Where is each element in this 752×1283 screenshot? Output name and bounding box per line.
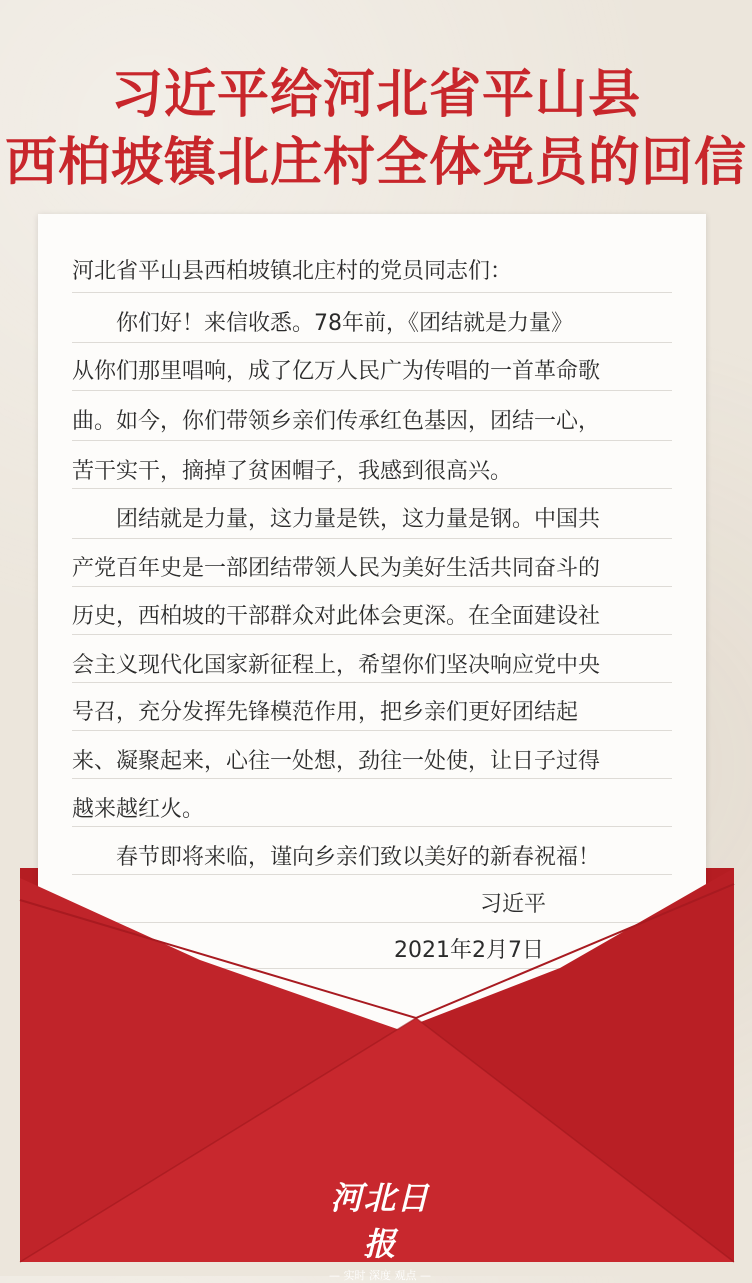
signature: 习近平 bbox=[479, 892, 546, 917]
letter-line: 会主义现代化国家新征程上，希望你们坚决响应党中央 bbox=[72, 653, 601, 678]
letter-line: 团结就是力量，这力量是铁，这力量是钢。中国共 bbox=[72, 507, 601, 532]
letter-line: 曲。如今，你们带领乡亲们传承红色基因，团结一心， bbox=[72, 409, 601, 434]
letter-line: 春节即将来临，谨向乡亲们致以美好的新春祝福！ bbox=[72, 845, 601, 870]
letter-line: 越来越红火。 bbox=[72, 797, 205, 822]
letter-date: 2021年2月7日 bbox=[394, 938, 544, 963]
letter-line: 历史，西柏坡的干部群众对此体会更深。在全面建设社 bbox=[72, 604, 601, 629]
letter-line: 来、凝聚起来，心往一处想，劲往一处使，让日子过得 bbox=[72, 749, 601, 774]
letter-line: 从你们那里唱响，成了亿万人民广为传唱的一首革命歌 bbox=[72, 359, 601, 384]
letter-line: 你们好！来信收悉。78年前，《团结就是力量》 bbox=[72, 311, 573, 336]
page-title-line-2: 西柏坡镇北庄村全体党员的回信 bbox=[4, 133, 747, 193]
logo-name: 河北日报 bbox=[330, 1179, 430, 1263]
salutation: 河北省平山县西柏坡镇北庄村的党员同志们： bbox=[72, 259, 513, 284]
logo-tagline: — 实时 深度 观点 — bbox=[329, 1269, 431, 1282]
letter-line: 苦干实干，摘掉了贫困帽子，我感到很高兴。 bbox=[72, 459, 513, 484]
newspaper-logo bbox=[320, 1173, 440, 1283]
letter-line: 号召，充分发挥先锋模范作用，把乡亲们更好团结起 bbox=[72, 700, 579, 725]
page-title-line-1: 习近平给河北省平山县 bbox=[110, 65, 641, 125]
letter-line: 产党百年史是一部团结带领人民为美好生活共同奋斗的 bbox=[72, 556, 601, 581]
